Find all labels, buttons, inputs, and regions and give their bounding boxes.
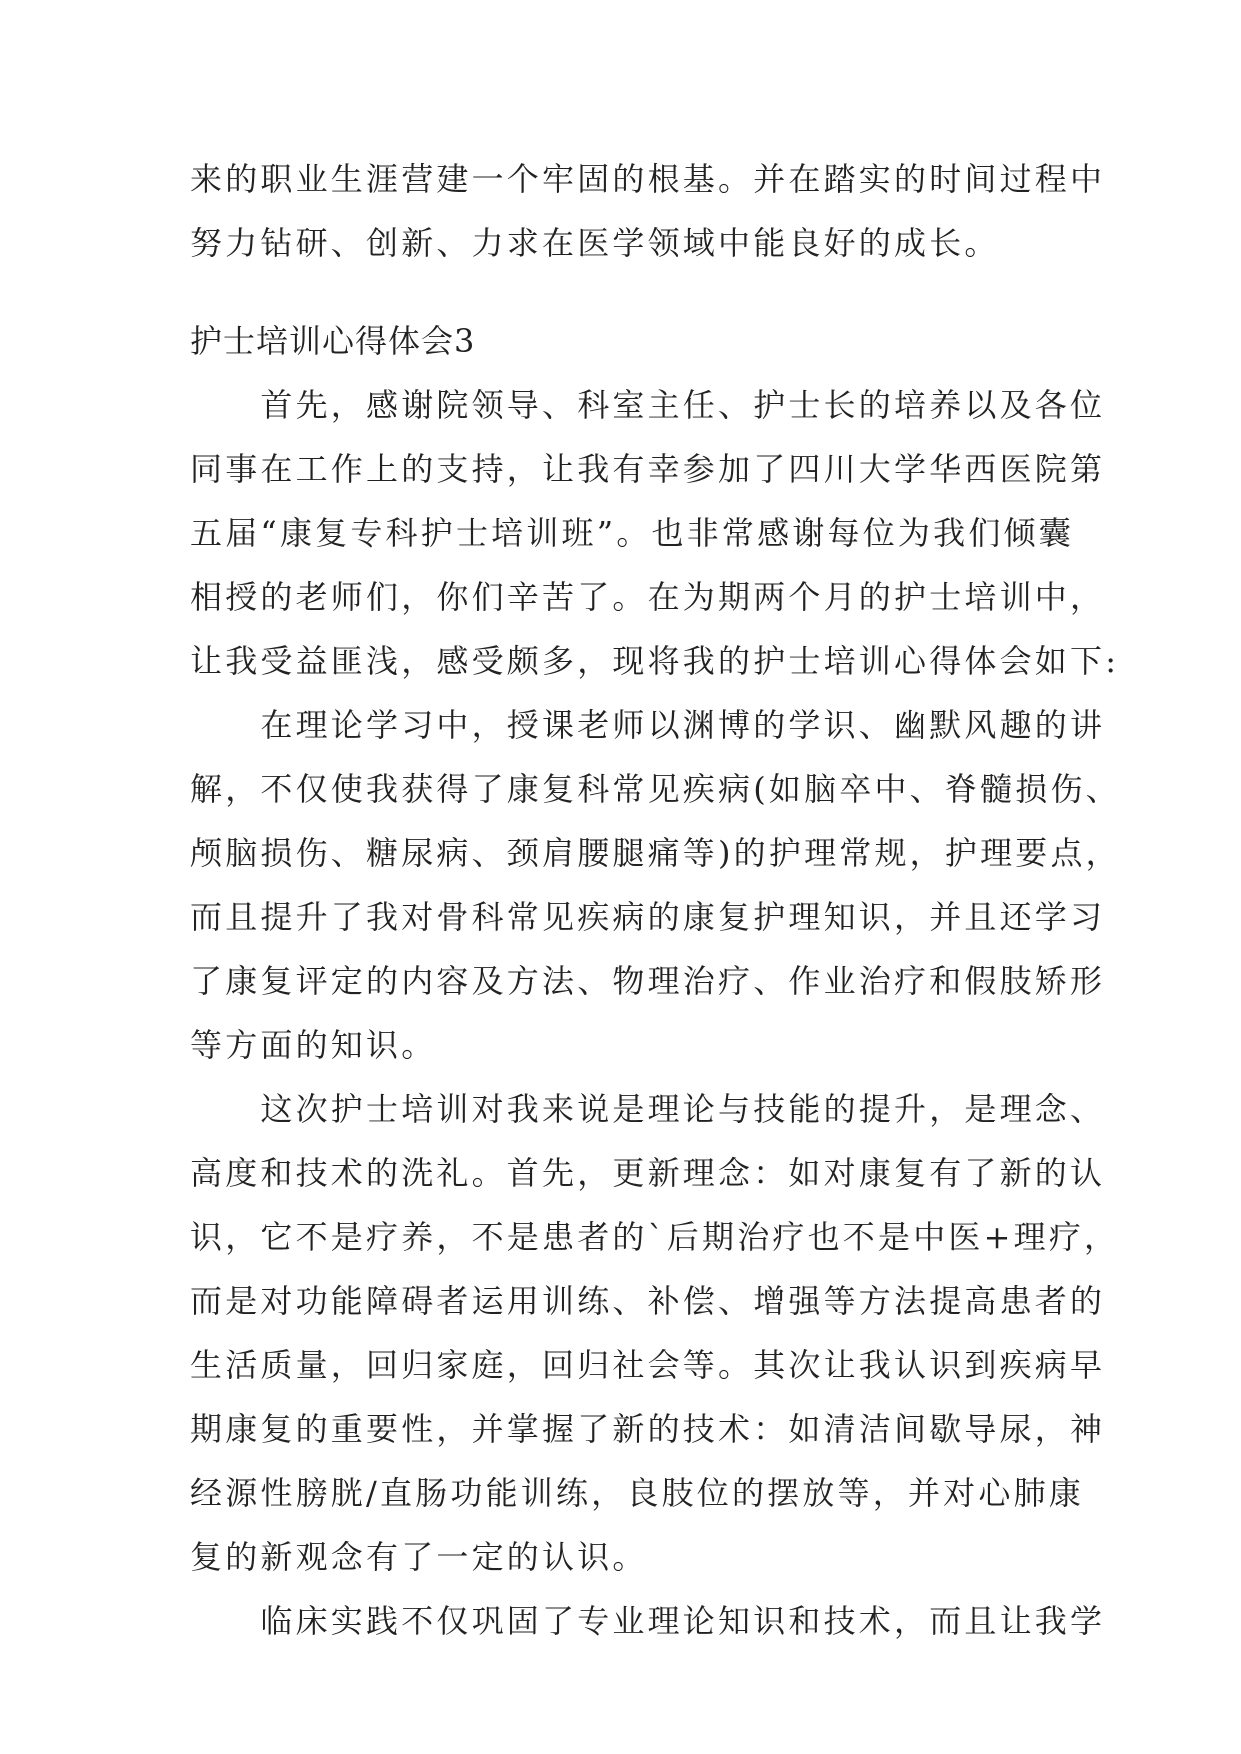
text-line: 复的新观念有了一定的认识。 — [190, 1538, 648, 1576]
paragraph-thanks — [190, 386, 1120, 706]
paragraph-intro-continuation — [190, 160, 1106, 288]
text-line: 相授的老师们，你们辛苦了。在为期两个月的护士培训中， — [190, 578, 1106, 616]
text-line: 努力钻研、创新、力求在医学领域中能良好的成长。 — [190, 224, 1000, 262]
text-line: 首先，感谢院领导、科室主任、护士长的培养以及各位 — [190, 386, 1106, 424]
text-line: 让我受益匪浅，感受颇多，现将我的护士培训心得体会如下: — [190, 642, 1120, 680]
text-line: 等方面的知识。 — [190, 1026, 437, 1064]
text-line: 经源性膀胱/直肠功能训练，良肢位的摆放等，并对心肺康 — [190, 1474, 1084, 1512]
text-line: 而是对功能障碍者运用训练、补偿、增强等方法提高患者的 — [190, 1282, 1106, 1320]
text-line: 高度和技术的洗礼。首先，更新理念：如对康复有了新的认 — [190, 1154, 1106, 1192]
text-line: 颅脑损伤、糖尿病、颈肩腰腿痛等)的护理常规，护理要点， — [190, 834, 1121, 872]
text-line: 这次护士培训对我来说是理论与技能的提升，是理念、 — [190, 1090, 1106, 1128]
text-line: 五届“康复专科护士培训班”。也非常感谢每位为我们倾囊 — [190, 514, 1074, 552]
document-body — [190, 160, 1121, 1666]
text-line: 期康复的重要性，并掌握了新的技术：如清洁间歇导尿，神 — [190, 1410, 1106, 1448]
text-line: 在理论学习中，授课老师以渊博的学识、幽默风趣的讲 — [190, 706, 1106, 744]
text-line: 而且提升了我对骨科常见疾病的康复护理知识，并且还学习 — [190, 898, 1106, 936]
paragraph-training — [190, 1090, 1120, 1602]
text-line: 来的职业生涯营建一个牢固的根基。并在踏实的时间过程中 — [190, 160, 1106, 198]
text-line: 解，不仅使我获得了康复科常见疾病(如脑卒中、脊髓损伤、 — [190, 770, 1121, 808]
text-line: 临床实践不仅巩固了专业理论知识和技术，而且让我学 — [190, 1602, 1106, 1640]
text-line: 同事在工作上的支持，让我有幸参加了四川大学华西医院第 — [190, 450, 1106, 488]
paragraph-theory — [190, 706, 1121, 1090]
section-heading: 护士培训心得体会3 — [190, 322, 476, 360]
text-line: 识，它不是疗养，不是患者的`后期治疗也不是中医+理疗， — [190, 1218, 1120, 1256]
text-line: 生活质量，回归家庭，回归社会等。其次让我认识到疾病早 — [190, 1346, 1106, 1384]
paragraph-gap — [190, 288, 1060, 322]
paragraph-clinical — [190, 1602, 1106, 1666]
text-line: 了康复评定的内容及方法、物理治疗、作业治疗和假肢矫形 — [190, 962, 1106, 1000]
